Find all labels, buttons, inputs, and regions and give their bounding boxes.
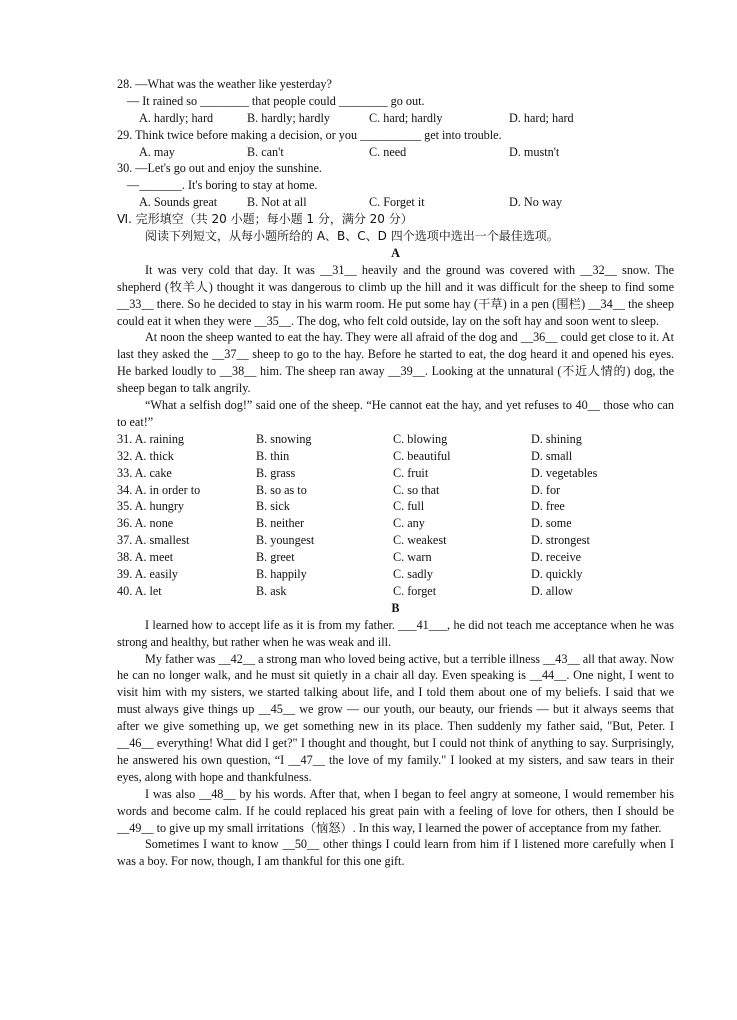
choice-d: D. vegetables bbox=[531, 465, 598, 480]
choice-b: B. happily bbox=[256, 567, 307, 581]
choice-row bbox=[117, 549, 674, 566]
question-29 bbox=[117, 127, 674, 161]
question-28 bbox=[117, 76, 674, 127]
choice-c: C. blowing bbox=[393, 431, 448, 446]
option-row bbox=[117, 194, 674, 211]
option-c: C. Forget it bbox=[369, 195, 425, 210]
passage-paragraph: At noon the sheep wanted to eat the hay. They were all afraid of the dog and __36__ could get close to it. At last they asked the __37__ sheep to go to the hay. Before he started to eat, the dog heard it and opened his eyes. He barked loudly to __38__ him. The sheep ran away __39__. Looking at the unnatural (不近人情的) dog, the sheep began to talk angrily. bbox=[117, 330, 674, 396]
option-a: A. may bbox=[139, 144, 175, 159]
choice-a: 38. A. meet bbox=[117, 550, 174, 565]
choice-c: C. beautiful bbox=[393, 448, 451, 463]
question-stem: —What was the weather like yesterday? bbox=[135, 77, 332, 91]
choice-a: 33. A. cake bbox=[117, 465, 172, 480]
choice-b: B. greet bbox=[256, 550, 295, 565]
choice-d: D. quickly bbox=[531, 567, 583, 581]
choice-c: C. fruit bbox=[393, 465, 429, 480]
passage-b-heading: B bbox=[391, 600, 400, 615]
question-30 bbox=[117, 160, 674, 211]
choice-row bbox=[117, 482, 674, 499]
option-c: C. need bbox=[369, 144, 407, 159]
choice-d: D. allow bbox=[531, 583, 573, 598]
choice-d: D. free bbox=[531, 499, 565, 514]
option-row bbox=[117, 110, 674, 127]
choice-d: D. strongest bbox=[531, 533, 590, 548]
option-c: C. hard; hardly bbox=[369, 110, 443, 125]
option-d: D. hard; hard bbox=[509, 110, 574, 125]
passage-paragraph: Sometimes I want to know __50__ other things I could learn from him if I listened more carefully when I was a boy. For now, though, I am thankful for this one gift. bbox=[117, 837, 674, 869]
choice-c: C. warn bbox=[393, 550, 432, 565]
choice-a: 39. A. easily bbox=[117, 567, 178, 581]
choice-row bbox=[117, 448, 674, 465]
choice-d: D. small bbox=[531, 448, 573, 463]
choice-row bbox=[117, 566, 674, 583]
option-a: A. Sounds great bbox=[139, 195, 218, 210]
choice-a: 34. A. in order to bbox=[117, 482, 201, 497]
passage-paragraph: My father was __42__ a strong man who loved being active, but a terrible illness __43__ all that away. Now he can no longer walk, and he must sit quietly in a chair all day. Even speaking is __44__. One night, I went to visit him with my sisters, we started talking about life, and I told them about one of my beliefs. I said that we must always give things up __45__ we grow — our youth, our beauty, our friends — but it always seems that after we give something up, we get something new in its place. Then suddenly my father said, "But, Peter. I __46__ everything! What did I get?" I thought and thought, but I could not think of anything to say. Surprisingly, he answered his own question, “I __47__ the love of my family." I looked at my sisters, and saw tears in their eyes, along with hope and thankfulness. bbox=[117, 651, 674, 784]
question-number: 29. bbox=[117, 127, 133, 142]
passage-paragraph: I learned how to accept life as it is from my father. ___41___, he did not teach me acceptance when he was strong and healthy, but rather when he was weak and ill. bbox=[117, 617, 674, 649]
choice-b: B. snowing bbox=[256, 431, 312, 446]
option-b: B. hardly; hardly bbox=[247, 110, 330, 125]
option-b: B. Not at all bbox=[247, 195, 307, 210]
choice-b: B. youngest bbox=[256, 533, 315, 548]
question-stem: —Let's go out and enjoy the sunshine. bbox=[135, 161, 322, 176]
choice-a: 36. A. none bbox=[117, 516, 174, 531]
passage-paragraph: “What a selfish dog!” said one of the sheep. “He cannot eat the hay, and yet refuses to 40__ those who can to eat!” bbox=[117, 398, 674, 429]
choice-d: D. some bbox=[531, 516, 572, 531]
choice-a: 31. A. raining bbox=[117, 431, 185, 446]
question-stem: Think twice before making a decision, or you __________ get into trouble. bbox=[135, 127, 502, 142]
option-d: D. mustn't bbox=[509, 144, 560, 159]
choice-b: B. ask bbox=[256, 583, 287, 598]
question-number: 30. bbox=[117, 161, 133, 176]
passage-paragraph: It was very cold that day. It was __31__ heavily and the ground was covered with __32__ snow. The shepherd (牧羊人) thought it was dangerous to climb up the hill and it was difficult for the sheep to find some __33__ there. So he decided to stay in his warm room. He put some hay (干草) in a pen (围栏) __34__ the sheep could eat it when they were __35__. The dog, who felt cold outside, lay on the soft hay and soon went to sleep. bbox=[117, 262, 674, 328]
question-stem: —_______. It's boring to stay at home. bbox=[127, 178, 318, 193]
choice-c: C. full bbox=[393, 499, 425, 514]
choice-b: B. sick bbox=[256, 499, 290, 514]
choice-d: D. receive bbox=[531, 550, 582, 565]
choice-c: C. sadly bbox=[393, 567, 433, 581]
choice-a: 32. A. thick bbox=[117, 448, 174, 463]
choice-row bbox=[117, 465, 674, 482]
choice-table bbox=[117, 431, 674, 600]
option-a: A. hardly; hard bbox=[139, 110, 214, 125]
option-d: D. No way bbox=[509, 195, 563, 210]
option-b: B. can't bbox=[247, 144, 284, 159]
choice-d: D. for bbox=[531, 482, 561, 497]
exam-page bbox=[117, 76, 674, 870]
choice-a: 40. A. let bbox=[117, 583, 162, 598]
passage-a-heading: A bbox=[391, 245, 400, 260]
choice-d: D. shining bbox=[531, 431, 582, 446]
section-title: Ⅵ. 完形填空（共 20 小题；每小题 1 分，满分 20 分） bbox=[117, 212, 413, 227]
choice-b: B. so as to bbox=[256, 482, 307, 497]
choice-row bbox=[117, 583, 674, 600]
choice-row bbox=[117, 515, 674, 532]
choice-b: B. thin bbox=[256, 448, 290, 463]
section-instruction: 阅读下列短文，从每小题所给的 A、B、C、D 四个选项中选出一个最佳选项。 bbox=[145, 229, 559, 244]
choice-a: 35. A. hungry bbox=[117, 499, 185, 514]
choice-c: C. weakest bbox=[393, 533, 447, 548]
question-number: 28. bbox=[117, 77, 133, 91]
choice-c: C. forget bbox=[393, 583, 437, 598]
choice-row bbox=[117, 431, 674, 448]
choice-b: B. grass bbox=[256, 465, 296, 480]
choice-a: 37. A. smallest bbox=[117, 533, 190, 548]
passage-paragraph: I was also __48__ by his words. After that, when I began to feel angry at someone, I would remember his words and become calm. If he could replaced his great pain with a feeling of love for others, then I should be __49__ to give up my small irritations（恼怒）. In this way, I learned the power of acceptance from my father. bbox=[117, 786, 674, 835]
option-row bbox=[117, 144, 674, 161]
question-stem: — It rained so ________ that people could ________ go out. bbox=[127, 93, 425, 108]
choice-c: C. so that bbox=[393, 482, 440, 497]
choice-row bbox=[117, 532, 674, 549]
choice-row bbox=[117, 498, 674, 515]
choice-c: C. any bbox=[393, 516, 425, 531]
choice-b: B. neither bbox=[256, 516, 305, 531]
